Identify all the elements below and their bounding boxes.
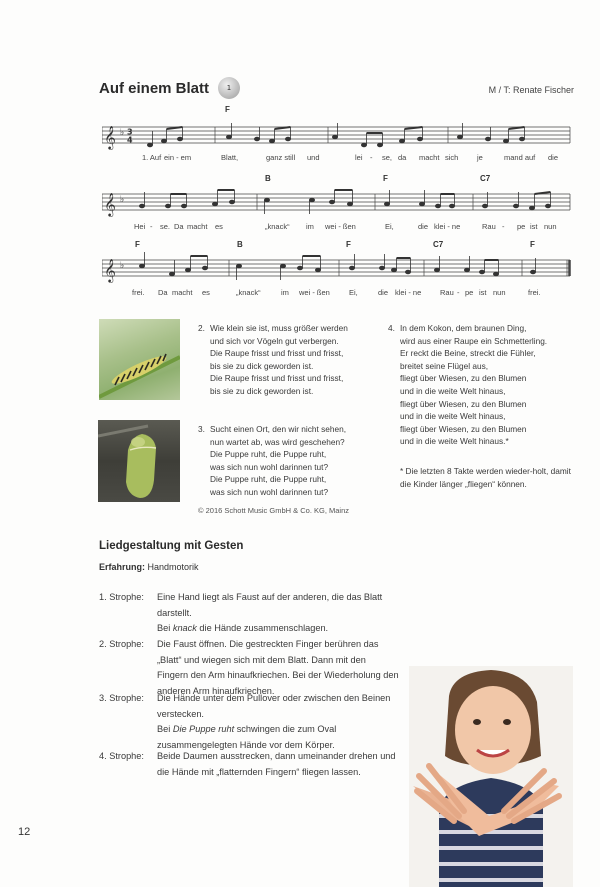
verse-line: und in die weite Welt hinaus, [400,411,506,422]
strophe-label: 3. Strophe: [99,693,144,703]
verse-line: Wie klein sie ist, muss größer werden [210,323,348,333]
verse-2 [198,322,378,398]
verse-line: fliegt über Wiesen, zu den Blumen [400,373,527,384]
strophe-label: 4. Strophe: [99,751,144,761]
child-gesture-photo [409,666,573,887]
verse-line: nun wartet ab, was wird geschehen? [210,436,345,447]
cd-track-icon [218,77,240,99]
caterpillar-photo [99,319,180,400]
music-system-3: F B F C7 F 𝄞 ♭ frei. Da macht es „knack“ im wei - ßen Ei, die klei - ne Rau - pe ist nun frei. [102,238,570,300]
song-title: Auf einem Blatt [99,80,210,97]
footnote: * Die letzten 8 Takte werden wieder-holt, damit die Kinder länger „fliegen“ können. [400,466,571,489]
verse-line: und in die weite Welt hinaus.* [400,436,509,447]
verse-number: 3. [198,424,205,434]
copyright-notice: © 2016 Schott Music GmbH & Co. KG, Mainz [198,506,349,515]
strophe-label: 1. Strophe: [99,592,144,602]
chord-label: C7 [480,174,491,183]
strophe-label: 2. Strophe: [99,639,144,649]
strophe-text: Eine Hand liegt als Faust auf der anderen, die das Blatt darstellt. [157,592,383,618]
section-heading: Liedgestaltung mit Gesten [99,540,244,552]
chord-label: F [135,240,140,249]
flat-icon: ♭ [120,261,125,271]
verse-line: Die Raupe frisst und frisst und frisst, [210,348,344,359]
strophe-text: Die Faust öffnen. Die gestreckten Finger berühren das „Blatt“ und wiegen sich mit dem Blatt. Dann mit den Fingern den Arm hinaufkriechen. Bei der Wiederholung den anderen Arm hinaufkriechen. [157,639,399,696]
experience-label: Erfahrung: [99,562,145,572]
strophe-text: Beide Daumen ausstrecken, dann umeinander drehen und die Hände mit „flatternden Fingern“ fliegen lassen. [157,751,396,777]
flat-icon: ♭ [120,128,125,138]
verse-line: Sucht einen Ort, den wir nicht sehen, [210,424,347,434]
chord-label: B [237,240,243,249]
chord-label: F [383,174,388,183]
experience-value: Handmotorik [147,562,199,572]
strophe-3 [99,691,399,753]
staff-3 [102,250,572,290]
verse-line: Er reckt die Beine, streckt die Fühler, [400,348,536,359]
treble-clef-icon: 𝄞 [104,125,116,149]
caterpillar-illustration [99,319,180,400]
flat-icon: ♭ [120,195,125,205]
music-system-2: B F C7 𝄞 ♭ Hei - se. Da macht es „knack“ im wei - ßen Ei, die klei - ne Rau - pe ist nun [102,172,570,234]
verse-line: breitet seine Flügel aus, [400,360,489,371]
page-number: 12 [18,826,31,838]
svg-text:4: 4 [127,135,133,145]
strophe-text-2: Bei Die Puppe ruht schwingen die zum Oval zusammengelegten Hände vor dem Körper. [157,724,337,750]
pupa-photo [98,420,180,502]
verse-line: was sich nun wohl darinnen tut? [210,486,329,497]
pupa-illustration [98,420,180,502]
strophe-1 [99,590,399,637]
verse-line: fliegt über Wiesen, zu den Blumen [400,423,527,434]
verse-line: und in die weite Welt hinaus, [400,385,506,396]
verse-line: In dem Kokon, dem braunen Ding, [400,323,527,333]
verse-line: fliegt über Wiesen, zu den Blumen [400,398,527,409]
child-illustration [409,666,573,887]
verse-line: Die Raupe frisst und frisst und frisst, [210,373,344,384]
chord-label: F [530,240,535,249]
verse-line: Die Puppe ruht, die Puppe ruht, [210,474,327,485]
experience-line [99,562,199,572]
verse-4 [388,322,588,448]
chord-label: F [346,240,351,249]
song-credits: M / T: Renate Fischer [488,85,574,95]
verse-line: Die Puppe ruht, die Puppe ruht, [210,449,327,460]
music-system-1: F 𝄞 ♭ 3 4 1. Auf ein - em Blatt, ganz still und lei - se, da macht sich je mand auf die [102,105,570,170]
verse-3 [198,423,378,499]
staff-2 [102,184,572,224]
verse-line: wird aus einer Raupe ein Schmetterling. [400,335,548,346]
track-number: 1 [226,84,232,92]
verse-line: und sich vor Vögeln gut verbergen. [210,335,339,346]
strophe-4 [99,749,399,780]
svg-text:3: 3 [127,127,133,137]
verse-number: 4. [388,323,395,333]
chord-label: C7 [433,240,444,249]
treble-clef-icon: 𝄞 [104,192,116,216]
verse-line: bis sie zu dick geworden ist. [210,360,314,371]
chord-label: F [225,105,230,114]
verse-line: bis sie zu dick geworden ist. [210,385,314,396]
verse-line: was sich nun wohl darinnen tut? [210,461,329,472]
treble-clef-icon: 𝄞 [104,258,116,282]
chord-label: B [265,174,271,183]
verse-number: 2. [198,323,205,333]
strophe-text: Die Hände unter dem Pullover oder zwischen den Beinen verstecken. [157,693,391,719]
strophe-text-2: Bei knack die Hände zusammenschlagen. [157,623,329,634]
